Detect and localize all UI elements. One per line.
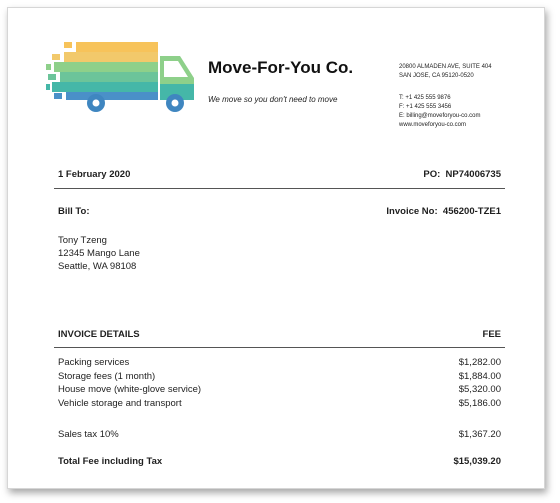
truck-logo	[46, 40, 196, 116]
phone-line: T: +1 425 555 9876	[399, 95, 451, 101]
line-items	[58, 356, 501, 410]
website-line: www.moveforyou-co.com	[399, 122, 467, 128]
tax-label: Sales tax 10%	[58, 429, 119, 440]
details-header: INVOICE DETAILS	[58, 329, 140, 340]
tax-row	[58, 429, 501, 440]
tax-fee: $1,367.20	[458, 429, 501, 440]
total-fee: $15,039.20	[453, 456, 501, 467]
invoice-page	[7, 7, 545, 489]
company-tagline: We move so you don't need to move	[208, 95, 338, 104]
item-fee: $1,282.00	[458, 357, 501, 368]
address-line: 20800 ALMADEN AVE, SUITE 404	[399, 64, 492, 70]
fax-line: F: +1 425 555 3456	[399, 104, 452, 110]
item-fee: $1,884.00	[458, 370, 501, 382]
billto-invoice-row	[58, 206, 501, 217]
divider	[54, 347, 505, 348]
fee-header: FEE	[482, 329, 501, 340]
invoice-number: 456200-TZE1	[442, 206, 501, 217]
total-row	[58, 456, 501, 467]
po-number: NP74006735	[445, 169, 501, 180]
address-line: SAN JOSE, CA 95120-0520	[399, 73, 474, 79]
line-item	[58, 397, 501, 411]
item-description: Storage fees (1 month)	[58, 370, 156, 382]
customer-city: Seattle, WA 98108	[58, 261, 137, 272]
invoice-number-label: Invoice No:	[386, 206, 438, 217]
invoice-date: 1 February 2020	[58, 169, 131, 180]
company-name: Move-For-You Co.	[208, 58, 354, 77]
item-description: Packing services	[58, 357, 130, 368]
customer-street: 12345 Mango Lane	[58, 248, 140, 259]
company-contact	[399, 94, 480, 130]
customer-name: Tony Tzeng	[58, 235, 107, 246]
date-po-row	[58, 169, 501, 180]
item-description: House move (white-glove service)	[58, 384, 202, 395]
po-field	[423, 169, 501, 180]
company-address	[399, 63, 492, 81]
line-item	[58, 370, 501, 384]
po-label: PO:	[423, 169, 441, 180]
item-description: Vehicle storage and transport	[58, 397, 182, 409]
item-fee: $5,186.00	[458, 397, 501, 409]
total-label: Total Fee including Tax	[58, 456, 163, 467]
line-item	[58, 356, 501, 370]
details-header-row	[58, 329, 501, 340]
customer-address	[58, 234, 140, 273]
bill-to-label: Bill To:	[58, 206, 90, 217]
divider	[54, 188, 505, 189]
item-fee: $5,320.00	[458, 384, 501, 395]
email-line: E: billing@moveforyou-co.com	[399, 113, 481, 119]
invoice-number-field	[386, 206, 501, 217]
line-item	[58, 383, 501, 397]
